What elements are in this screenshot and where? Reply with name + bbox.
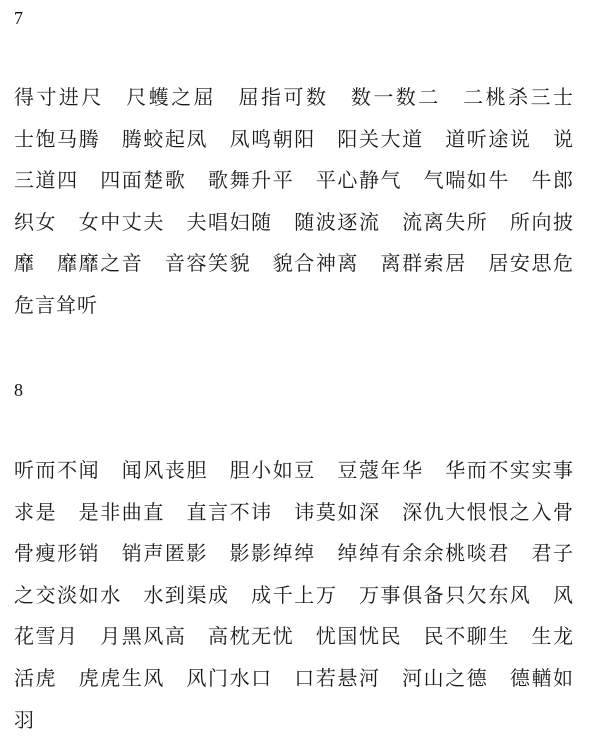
section-number-7: 7 bbox=[14, 8, 23, 28]
section-number-8: 8 bbox=[14, 380, 23, 400]
idiom-chain-paragraph-7: 得寸进尺 尺蠖之屈 屈指可数 数一数二 二桃杀三士 士饱马腾 腾蛟起凤 凤鸣朝阳 阳关大道 道听途说 说三道四 四面楚歌 歌舞升平 平心静气 气喘如牛 牛郎织女 女中丈夫 夫唱妇随 随波逐流 流离失所 所向披靡 靡靡之音 音容笑貌 貌合神离 离群索居 居安思危 危言耸听 bbox=[14, 85, 595, 317]
idiom-chain-paragraph-8: 听而不闻 闻风丧胆 胆小如豆 豆蔻年华 华而不实实事求是 是非曲直 直言不讳 讳莫如深 深仇大恨恨之入骨 骨瘦形销 销声匿影 影影绰绰 绰绰有余余桃啖君 君子之交淡如水 水到渠成 成千上万 万事俱备只欠东风 风花雪月 月黑风高 高枕无忧 忧国忧民 民不聊生 生龙活虎 虎虎生风 风门水口 口若悬河 河山之德 德輶如羽 bbox=[14, 458, 595, 732]
